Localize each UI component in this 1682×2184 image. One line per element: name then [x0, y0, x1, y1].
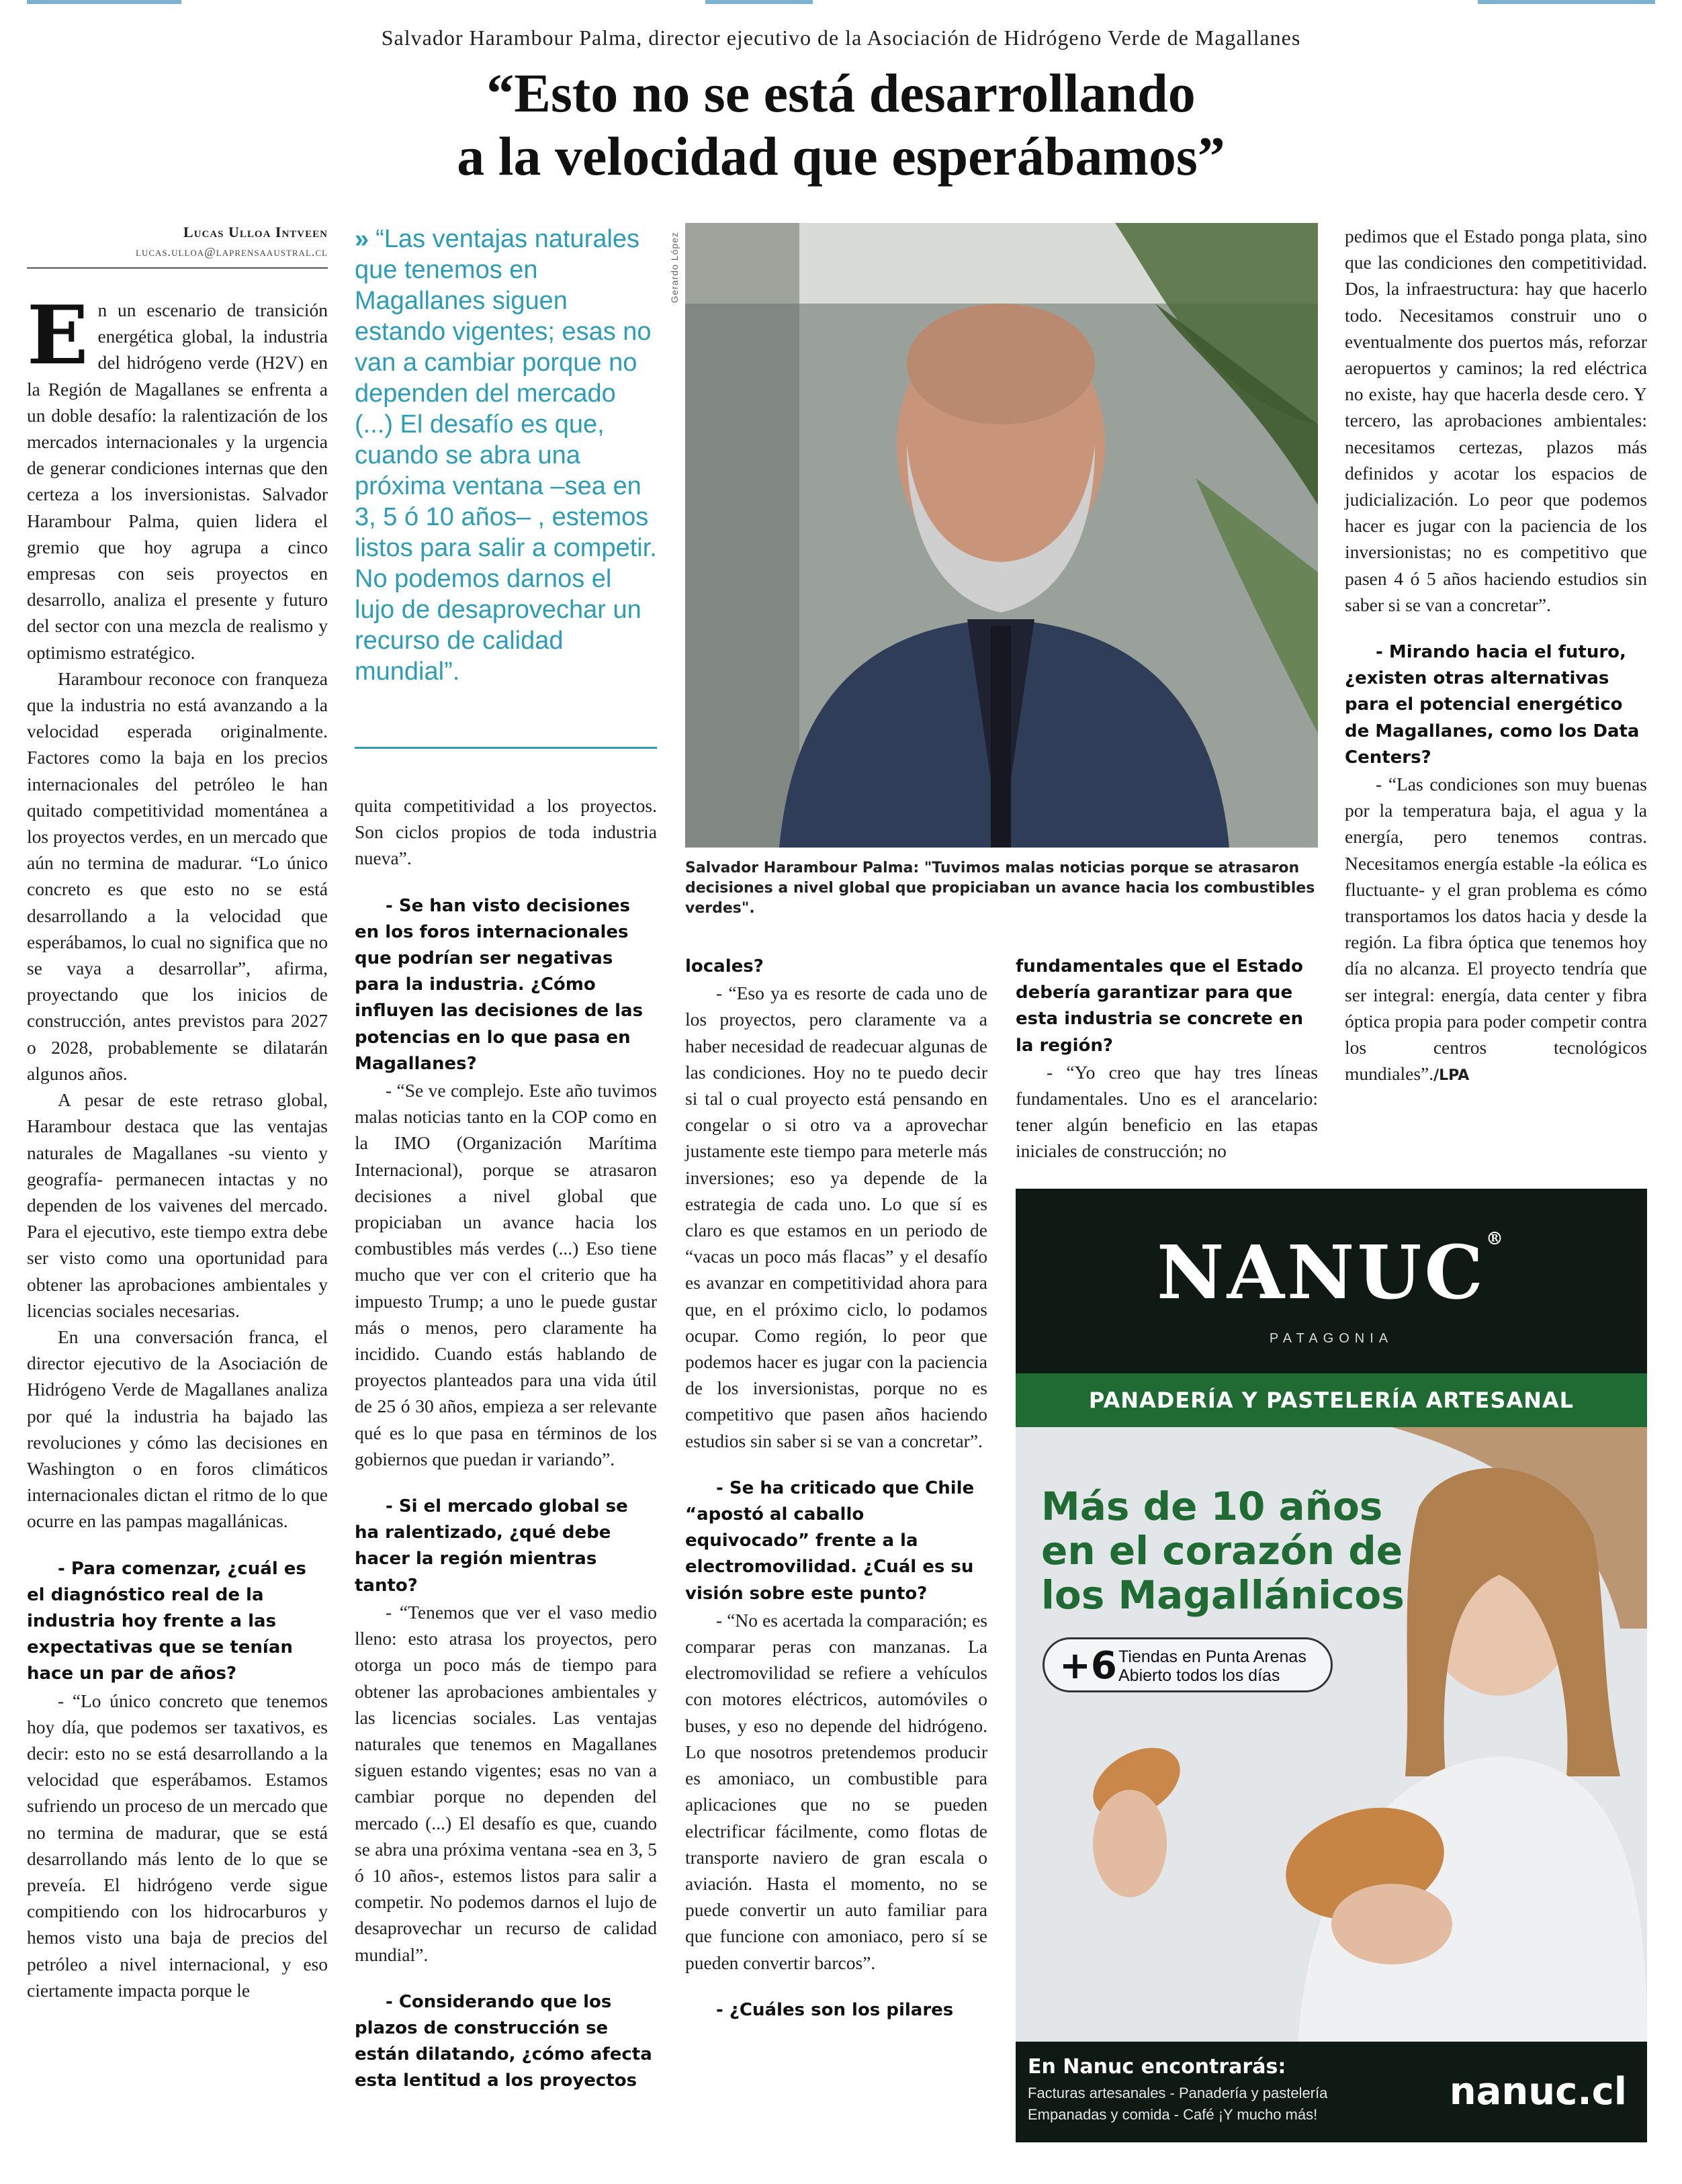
- ad-band-text: PANADERÍA Y PASTELERÍA ARTESANAL: [1088, 1387, 1575, 1413]
- nanuc-advertisement[interactable]: [1016, 1189, 1647, 2142]
- body-paragraph: En una conversación franca, el director ejecutivo de la Asociación de Hidrógeno Verde de Magallanes analiza por qué la industria ha bajado las revoluciones y cómo las decisiones en Washington o en foros climáticos internacionales dictan el ritmo de lo que ocurre en las pampas magallánicas.: [27, 1326, 328, 1532]
- interview-answer: [1345, 771, 1647, 1089]
- ad-logo-text: NANUC: [1157, 1229, 1486, 1316]
- body-paragraph: pedimos que el Estado ponga plata, sino que las condiciones den competitividad. Dos, la infraestructura: hay que hacerlo todo. Necesitamos construir uno o eventualmente dos puertos más, reforzar aeropuertos y caminos; la red eléctrica no existe, hay que hacerla desde cero. Y tercero, las aprobaciones ambientales: necesitamos certezas, plazos más definidos y acotar los espacios de judicialización. Lo peor que podemos hacer es jugar con la paciencia de los inversionistas; no es competitivo que pasen 4 ó 5 años haciendo estudios sin saber si se van a concretar”.: [1345, 226, 1647, 615]
- byline-divider: [27, 267, 328, 269]
- interview-question: fundamentales que el Estado debería garantizar para que esta industria se concrete en la región?: [1016, 956, 1303, 1056]
- ad-headline: Más de 10 años en el corazón de los Magallánicos: [1041, 1484, 1405, 1618]
- ad-footer-title: En Nanuc encontrarás:: [1028, 2055, 1286, 2079]
- body-paragraph: quita competitividad a los proyectos. Son ciclos propios de toda industria nueva”.: [355, 795, 657, 869]
- body-paragraph: A pesar de este retraso global, Harambour destaca que las ventajas naturales de Magallanes -su viento y geografía- permanecen intactas y no dependen de los vaivenes del mercado. Para el ejecutivo, este tiempo extra debe ser visto como una oportunidad para obtener las aprobaciones ambientales y licencias sociales necesarias.: [27, 1089, 328, 1321]
- interview-question: - Para comenzar, ¿cuál es el diagnóstico real de la industria hoy frente a las expectativas que se tenían hace un par de años?: [27, 1558, 306, 1684]
- lead-paragraph: [27, 288, 328, 666]
- byline: [27, 224, 328, 259]
- column-3: [685, 954, 987, 2023]
- interview-question: - Considerando que los plazos de construcción se están dilatando, ¿cómo afecta esta lentitud a los proyectos: [355, 1991, 652, 2091]
- column-5: [1345, 223, 1647, 1089]
- photo-credit: Gerardo López: [669, 232, 680, 304]
- article-kicker: Salvador Harambour Palma, director ejecutivo de la Asociación de Hidrógeno Verde de Magallanes: [381, 26, 1301, 50]
- chevron-right-icon: »: [355, 225, 369, 253]
- interview-question: - ¿Cuáles son los pilares: [716, 1999, 954, 2020]
- portrait-photo: [685, 223, 1318, 848]
- interview-answer: - “Se ve complejo. Este año tuvimos malas noticias tanto en la COP como en la IMO (Organización Marítima Internacional), porque se atrasaron decisiones a nivel global que propiciaban un avance hacia los combustibles más verdes (...) Eso tiene mucho que ver con el criterio que ha impuesto Trump; a uno le puede gustar más o menos, pero claramente ha incidido. Cuando estás hablando de proyectos planteados para una vida útil de 25 ó 30 años, empieza a ser relevante qué es lo que pasa en términos de los gobiernos que puedan ir variando”.: [355, 1080, 657, 1469]
- interview-answer: - “Yo creo que hay tres líneas fundamentales. Uno es el arancelario: tener algún beneficio en las etapas iniciales de construcción; no: [1016, 1061, 1318, 1162]
- interview-question: - Si el mercado global se ha ralentizado, ¿qué debe hacer la región mientras tanto?: [355, 1496, 628, 1596]
- ad-website-link[interactable]: nanuc.cl: [1449, 2070, 1627, 2113]
- ad-badge-line-1: Tiendas en Punta Arenas: [1118, 1647, 1307, 1666]
- author-email: lucas.ulloa@laprensaaustral.cl: [136, 245, 328, 259]
- pull-quote: [355, 224, 657, 687]
- header-rule: [27, 0, 1655, 7]
- interview-answer: - “Tenemos que ver el vaso medio lleno: esto atrasa los proyectos, pero otorga un poco más de tiempo para obtener las aprobaciones ambientales y las licencias sociales. Las ventajas naturales que tenemos en Magallanes siguen estando vigentes; esas no van a cambiar porque no dependen del mercado (...) El desafío es que, cuando se abra una próxima ventana -sea en 3, 5 ó 10 años-, estemos listos para salir a competir. No podemos darnos el lujo de desaprovechar un recurso de calidad mundial”.: [355, 1601, 657, 1965]
- lead-text: n un escenario de transición energética global, la industria del hidrógeno verde (H2V) en la Región de Magallanes se enfrenta a un doble desafío: la ralentización de los mercados internacionales y la urgencia de generar condiciones internas que den certeza a los inversionistas. Salvador Harambour Palma, quien lidera el gremio que hoy agrupa a cinco empresas con seis proyectos en desarrollo, analiza el presente y futuro del sector con una mezcla de realismo y optimismo estratégico.: [27, 300, 328, 663]
- column-2: [355, 792, 657, 2095]
- interview-question: - Se han visto decisiones en los foros internacionales que podrían ser negativas para la industria. ¿Cómo influyen las decisiones de las potencias en lo que pasa en Magallanes?: [355, 895, 644, 1074]
- drop-cap: E: [27, 288, 89, 383]
- photo-caption: Salvador Harambour Palma: "Tuvimos malas noticias porque se atrasaron decisiones a nivel global que propiciaban un avance hacia los combustibles verdes".: [685, 860, 1315, 917]
- ad-subtitle: PATAGONIA: [1269, 1331, 1394, 1346]
- ad-badge: [1043, 1637, 1333, 1692]
- column-1: [27, 288, 328, 2003]
- interview-question: locales?: [685, 956, 764, 976]
- headline-line-2: a la velocidad que esperábamos”: [457, 126, 1225, 187]
- interview-question: - Se ha criticado que Chile “apostó al caballo equivocado” frente a la electromovilidad. ¿Cuál es su visión sobre este punto?: [685, 1477, 975, 1604]
- body-paragraph: Harambour reconoce con franqueza que la industria no está avanzando a la velocidad esperada originalmente. Factores como la baja en los precios internacionales del petróleo le han quitado competitividad momentánea a los proyectos verdes, en un mercado que aún no termina de madurar. “Lo único concreto es que esto no se está desarrollando a la velocidad que esperábamos, lo cual no significa que no se vaya a desarrollar”, afirma, proyectando que los inicios de construcción, antes previstos para 2027 o 2028, probablemente se dilatarán algunos años.: [27, 668, 328, 1084]
- interview-answer: - “Eso ya es resorte de cada uno de los proyectos, pero claramente va a haber necesidad de readecuar algunas de las condiciones. Hoy no te puedo decir si tal o cual proyecto está pensando en congelar o si otro va a aprovechar justamente este tiempo para meterle más inversiones; eso ya depende de la estrategia de cada uno. Lo que sí es claro es que estamos en un periodo de “vacas un poco más flacas” y el desafío es avanzar en competitividad ahora para que, en el próximo ciclo, lo podamos ocupar. Como región, lo peor que podemos hacer es jugar con la paciencia de los inversionistas, porque no es competitivo que pasen años haciendo estudios sin saber si se van a concretar”.: [685, 983, 987, 1451]
- ad-badge-line-2: Abierto todos los días: [1118, 1666, 1280, 1685]
- ad-footer-line-2: Empanadas y comida - Café ¡Y mucho más!: [1028, 2106, 1318, 2123]
- ad-badge-text: [1118, 1647, 1307, 1685]
- pull-quote-rule: [355, 747, 657, 749]
- answer-text: - “Las condiciones son muy buenas por la temperatura baja, el agua y la energía, pero tenemos contras. Necesitamos energía estable -la eólica es fluctuante- y el gran problema es cómo transportamos los datos hacia y desde la región. La fibra óptica que tenemos hoy día no alcanza. El proyecto tendría que ser integral: energía, data center y fibra óptica propia para poder competir contra los centros tecnológicos mundiales”.: [1345, 774, 1647, 1085]
- headline-line-1: “Esto no se está desarrollando: [486, 62, 1196, 124]
- interview-question: - Mirando hacia el futuro, ¿existen otras alternativas para el potencial energético de Magallanes, como los Data Centers?: [1345, 642, 1640, 768]
- ad-badge-number: +6: [1059, 1644, 1117, 1688]
- ad-footer-line-1: Facturas artesanales - Panadería y pastelería: [1028, 2085, 1328, 2101]
- interview-answer: - “Lo único concreto que tenemos hoy día, que podemos ser taxativos, es decir: esto no se está desarrollando a la velocidad que esperábamos. Estamos sufriendo un proceso de un mercado que no termina de madurar, que se está desarrollando más lento de lo que se preveía. El hidrógeno verde sigue compitiendo con los hidrocarburos y hemos visto una baja de precios del petróleo a nivel internacional, y eso ciertamente impacta porque le: [27, 1690, 328, 2001]
- pull-quote-text: “Las ventajas naturales que tenemos en Magallanes siguen estando vigentes; esas no van a cambiar porque no dependen del mercado (...) El desafío es que, cuando se abra una próxima ventana –sea en 3, 5 ó 10 años– , estemos listos para salir a competir. No podemos darnos el lujo de desaprovechar un recurso de calidad mundial”.: [355, 225, 657, 686]
- registered-mark: ®: [1485, 1229, 1506, 1249]
- ad-logo: [1016, 1229, 1647, 1316]
- signoff: /LPA: [1433, 1067, 1470, 1085]
- article-headline: [202, 62, 1480, 188]
- portrait-illustration: [685, 223, 1318, 848]
- interview-answer: - “No es acertada la comparación; es comparar peras con manzanas. La electromovilidad se refiere a vehículos con motores eléctricos, automóviles o buses, y eso no depende del hidrógeno. Lo que nosotros pretendemos producir es amoniaco, un combustible para aplicaciones que no se pueden electrificar fácilmente, como flotas de transporte naviero de gran escala o aviación. Hasta el momento, no se puede convertir un auto familiar para que funcione con amoniaco, pero sí se pueden convertir barcos”.: [685, 1609, 987, 1973]
- column-4: [1016, 954, 1318, 1165]
- author-name: Lucas Ulloa Intveen: [183, 224, 328, 240]
